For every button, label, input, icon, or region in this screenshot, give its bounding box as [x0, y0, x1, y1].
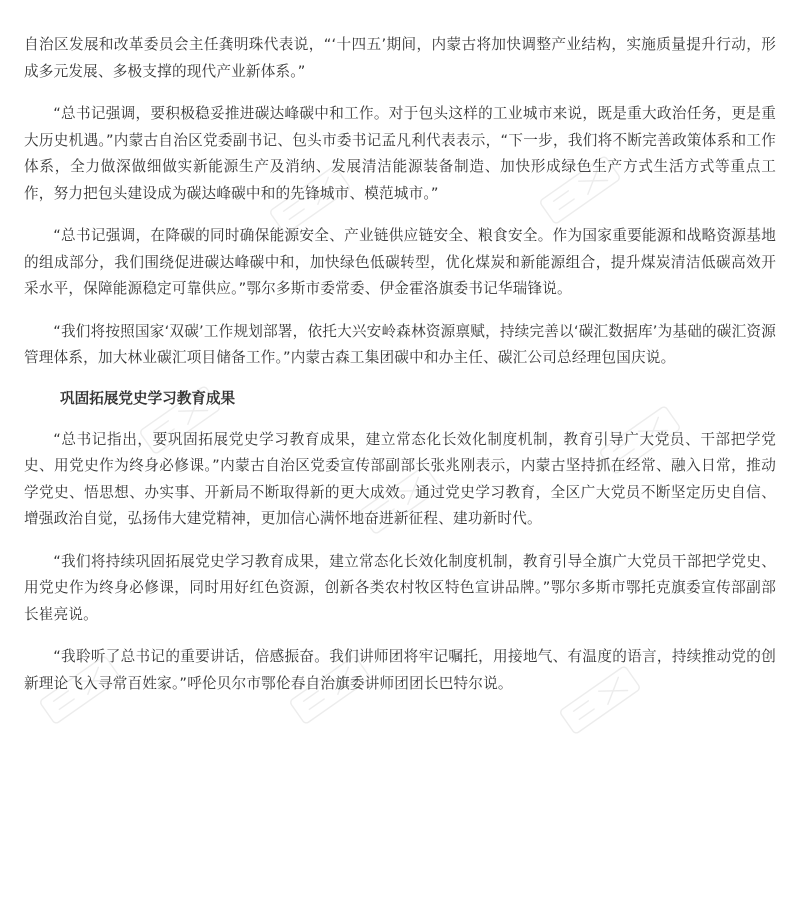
article-paragraph: 自治区发展和改革委员会主任龚明珠代表说，“‘十四五’期间，内蒙古将加快调整产业结构，实施质量提升行动，形成多元发展、多极支撑的现代产业新体系。”: [24, 36, 776, 80]
article-paragraph: “总书记强调，在降碳的同时确保能源安全、产业链供应链安全、粮食安全。作为国家重要能源和战略资源基地的组成部分，我们围绕促进碳达峰碳中和，加快绿色低碳转型，优化煤炭和新能源组合，提升煤炭清洁低碳高效开采水平，保障能源稳定可靠供应。”鄂尔多斯市委常委、伊金霍洛旗委书记华瑞锋说。: [24, 227, 776, 297]
article-body: [24, 32, 776, 713]
article-paragraph: “总书记强调，要积极稳妥推进碳达峰碳中和工作。对于包头这样的工业城市来说，既是重大政治任务，更是重大历史机遇。”内蒙古自治区党委副书记、包头市委书记孟凡利代表表示，“下一步，我们将不断完善政策体系和工作体系，全力做深做细做实新能源生产及消纳、发展清洁能源装备制造、加快形成绿色生产方式生活方式等重点工作，努力把包头建设成为碳达峰碳中和的先锋城市、模范城市。”: [24, 105, 776, 202]
article-paragraph: “我们将持续巩固拓展党史学习教育成果，建立常态化长效化制度机制，教育引导全旗广大党员干部把学党史、用党史作为终身必修课，同时用好红色资源，创新各类农村牧区特色宣讲品牌。”鄂尔多斯市鄂托克旗委宣传部副部长崔亮说。: [24, 552, 776, 623]
section-heading: 巩固拓展党史学习教育成果: [60, 389, 236, 407]
article-paragraph: “总书记指出，要巩固拓展党史学习教育成果，建立常态化长效化制度机制，教育引导广大党员、干部把学党史、用党史作为终身必修课。”内蒙古自治区党委宣传部副部长张兆刚表示，内蒙古坚持抓在经常、融入日常，推动学党史、悟思想、办实事、开新局不断取得新的更大成效。通过党史学习教育，全区广大党员不断坚定历史自信、增强政治自觉，弘扬伟大建党精神，更加信心满怀地奋进新征程、建功新时代。: [24, 430, 776, 527]
article-paragraph: “我们将按照国家‘双碳’工作规划部署，依托大兴安岭森林资源禀赋，持续完善以‘碳汇数据库’为基础的碳汇资源管理体系，加大林业碳汇项目储备工作。”内蒙古森工集团碳中和办主任、碳汇公司总经理包国庆说。: [24, 322, 776, 366]
article-paragraph: “我聆听了总书记的重要讲话，倍感振奋。我们讲师团将牢记嘱托，用接地气、有温度的语言，持续推动党的创新理论飞入寻常百姓家。”呼伦贝尔市鄂伦春自治旗委讲师团团长巴特尔说。: [24, 648, 776, 692]
